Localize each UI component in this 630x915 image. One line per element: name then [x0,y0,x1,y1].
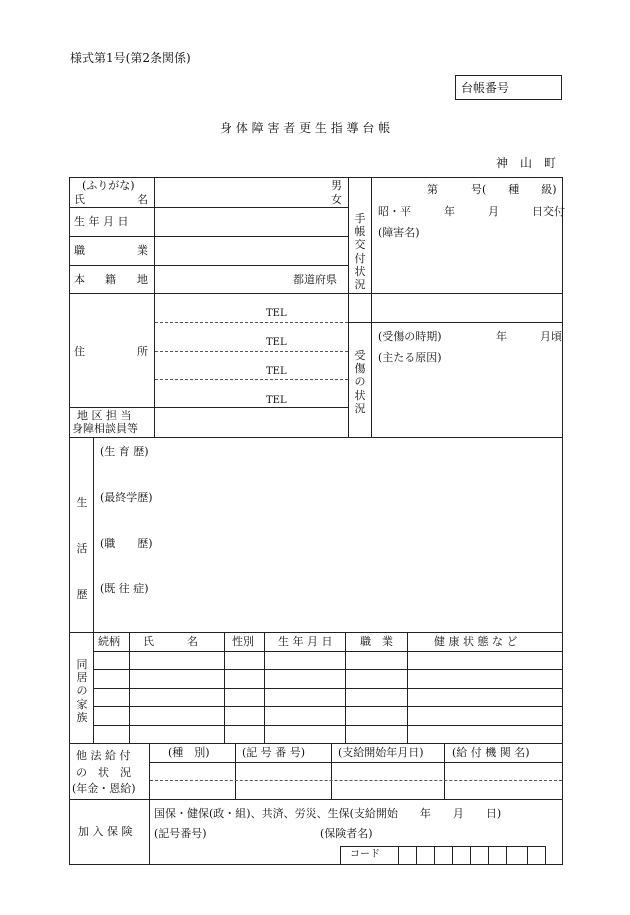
insurer-name-label: (保険者名) [320,827,373,840]
name-label-1: 氏 [74,193,85,206]
work-history-label: (職 歴) [100,537,153,550]
education-label: (最終学歴) [100,491,153,504]
benefits-label-1: 他 法 給 付 [76,749,131,762]
injury-cause-label: (主たる原因) [378,351,442,364]
furigana-label: (ふりがな) [82,179,135,192]
form-number: 様式第1号(第2条関係) [70,51,191,65]
disability-label: (障害名) [378,226,420,239]
handbook-issue-line: 昭・平 年 月 日交付 [378,205,565,218]
register-number-box[interactable] [455,75,562,100]
domicile-label-3: 地 [137,273,148,286]
benefits-col-agency: (給 付 機 関 名) [452,746,530,759]
tel-label: TEL [266,366,287,377]
tel-label: TEL [266,395,287,406]
sex-female[interactable]: 女 [331,193,342,206]
family-col-sex: 性別 [232,635,254,648]
benefits-col-start: (支給開始年月日) [338,746,424,759]
town-name: 神 山 町 [496,156,557,170]
code-label: コード [350,849,380,860]
family-col-relation: 続柄 [98,635,120,648]
insurance-label: 加 入 保 険 [78,825,133,838]
address-label-2: 所 [137,345,148,358]
register-number-label: 台帳番号 [461,81,510,95]
insurance-number-label: (記号番号) [154,827,207,840]
benefits-col-number: (記 号 番 号) [242,746,306,759]
job-label-2: 業 [137,244,148,257]
injury-time-units: 年 月頃 [496,330,562,343]
injury-label: 受傷の状況 [354,349,366,415]
address-label-1: 住 [74,345,85,358]
upbringing-label: (生 育 歴) [100,445,149,458]
sex-male[interactable]: 男 [331,179,342,192]
district-label-2: 身障相談員等 [72,422,138,435]
name-label-2: 名 [137,193,148,206]
district-label-1: 地 区 担 当 [77,409,132,422]
tel-label: TEL [266,308,287,319]
injury-time-label: (受傷の時期) [378,330,442,343]
family-col-birth: 生 年 月 日 [278,635,333,648]
benefits-label-2: の 状 況 [76,766,131,779]
family-col-health: 健 康 状 態 な ど [434,635,518,648]
tel-label: TEL [266,337,287,348]
medical-history-label: (既 往 症) [100,582,149,595]
page-title: 身 体 障 害 者 更 生 指 導 台 帳 [220,121,391,135]
family-col-job: 職 業 [360,635,393,648]
job-label-1: 職 [74,244,85,257]
family-label: 同居の家族 [76,658,88,724]
prefecture-label: 都道府県 [293,273,337,286]
handbook-label: 手帳交付状況 [354,212,366,291]
domicile-label-2: 籍 [105,273,116,286]
insurance-types: 国保・健保(政・組)、共済、労災、生保(支給開始 年 月 日) [154,807,502,820]
domicile-label-1: 本 [74,273,85,286]
benefits-col-type: (種 別) [168,746,210,759]
benefits-label-3: (年金・恩給) [72,782,136,795]
birth-date-label: 生 年 月 日 [74,215,129,228]
family-col-name: 氏 名 [143,635,198,648]
handbook-number-line: 第 号( 種 級) [427,183,557,196]
life-history-label: 生活歴 [76,496,88,601]
